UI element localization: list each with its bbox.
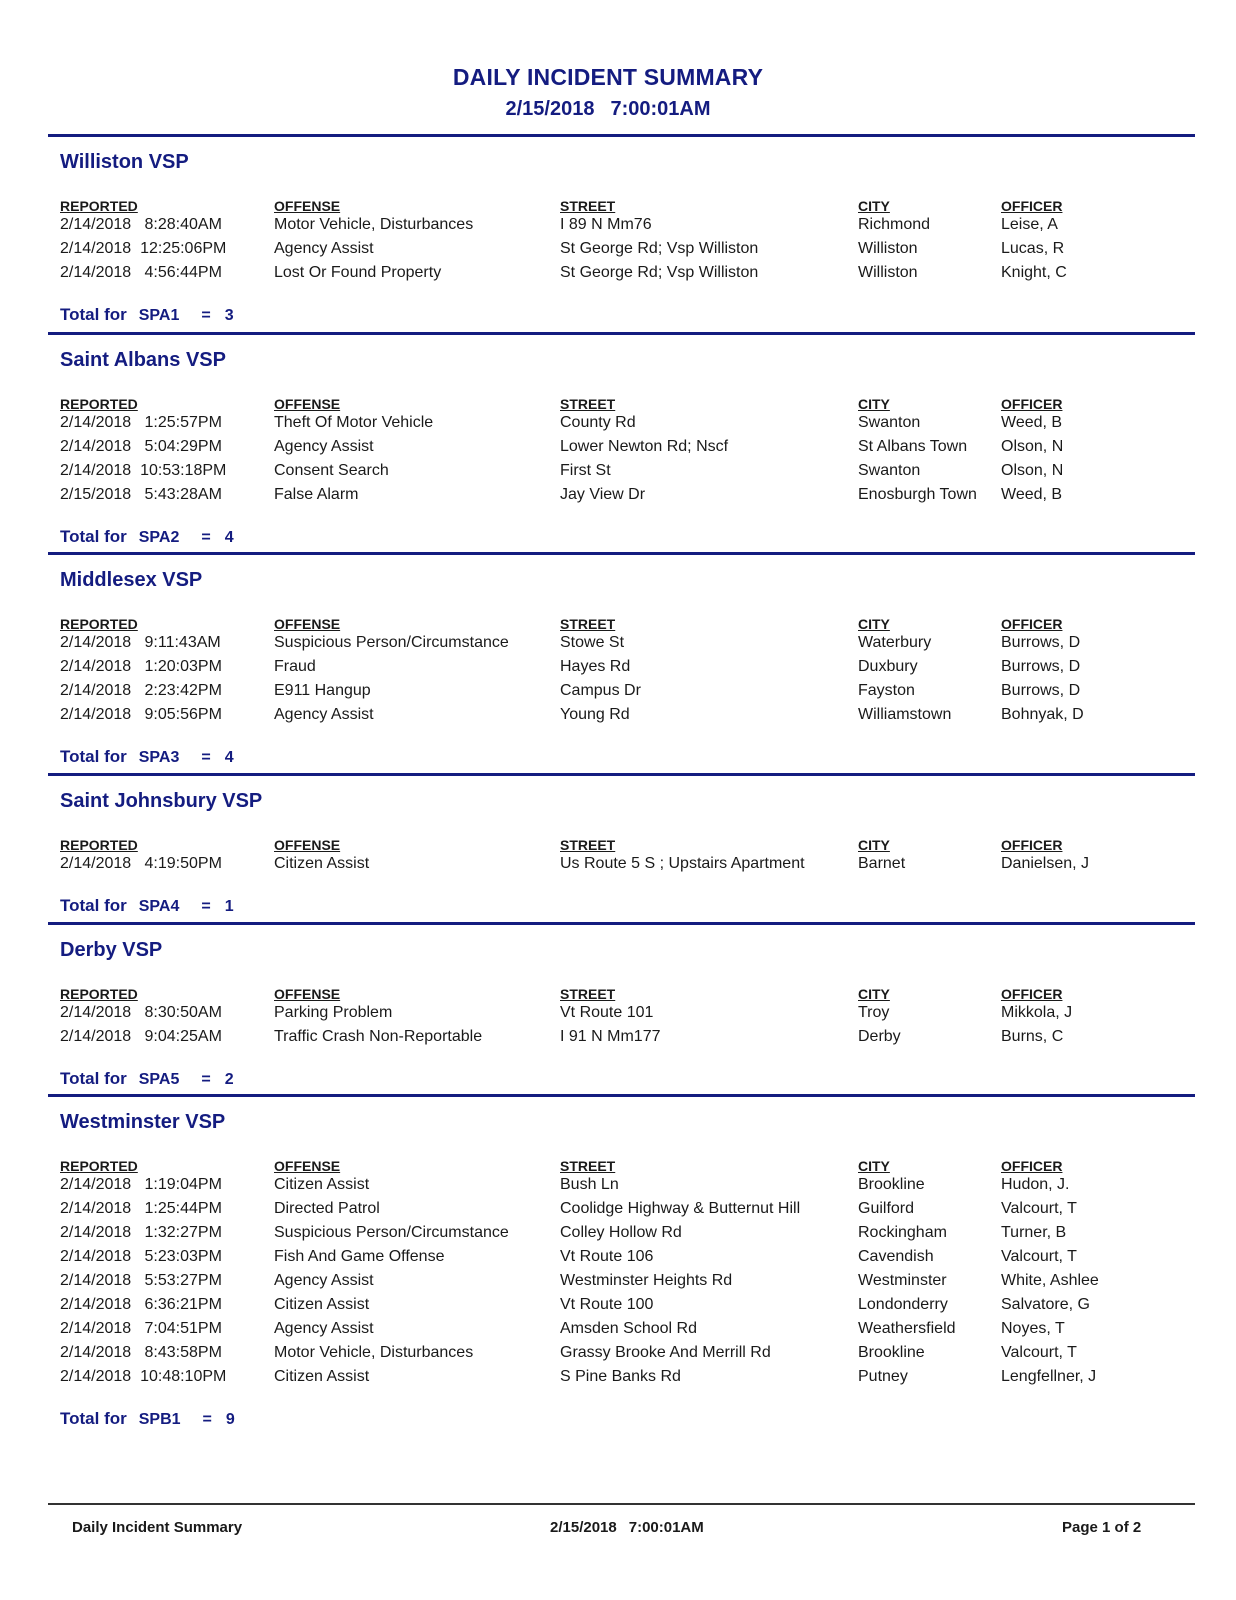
cell-offense: Motor Vehicle, Disturbances <box>274 1344 474 1361</box>
cell-reported: 2/14/2018 4:56:44PM <box>60 264 222 281</box>
column-header-city: CITY <box>858 837 890 853</box>
section-divider <box>48 1094 1195 1097</box>
cell-city: Rockingham <box>858 1224 947 1241</box>
section-total <box>60 305 234 326</box>
total-count: 4 <box>224 749 234 766</box>
cell-city: Fayston <box>858 682 915 699</box>
total-unit-code: SPA4 <box>138 898 180 915</box>
column-header-street: STREET <box>560 616 616 632</box>
cell-reported: 2/14/2018 5:23:03PM <box>60 1248 222 1265</box>
cell-city: Barnet <box>858 855 906 872</box>
total-count: 3 <box>224 307 234 324</box>
cell-offense: Theft Of Motor Vehicle <box>274 414 434 431</box>
cell-officer: Valcourt, T <box>1001 1248 1077 1265</box>
cell-city: Williston <box>858 264 918 281</box>
cell-street: Lower Newton Rd; Nscf <box>560 438 729 455</box>
footer-datetime <box>550 1518 704 1538</box>
section-total <box>60 747 234 768</box>
cell-offense: Citizen Assist <box>274 1296 370 1313</box>
cell-street: I 91 N Mm177 <box>560 1028 661 1045</box>
cell-city: Westminster <box>858 1272 947 1289</box>
cell-reported: 2/14/2018 4:19:50PM <box>60 855 222 872</box>
cell-reported: 2/14/2018 8:28:40AM <box>60 216 222 233</box>
cell-city: Troy <box>858 1004 890 1021</box>
cell-officer: White, Ashlee <box>1001 1272 1099 1289</box>
cell-reported: 2/14/2018 8:30:50AM <box>60 1004 222 1021</box>
cell-city: Swanton <box>858 414 921 431</box>
cell-reported: 2/14/2018 1:25:44PM <box>60 1200 222 1217</box>
section-divider <box>48 552 1195 555</box>
cell-officer: Hudon, J. <box>1001 1176 1070 1193</box>
cell-city: Brookline <box>858 1344 925 1361</box>
report-title: DAILY INCIDENT SUMMARY <box>452 64 764 90</box>
total-label: Total for <box>60 896 127 915</box>
total-unit-code: SPA3 <box>138 749 180 766</box>
cell-officer: Lucas, R <box>1001 240 1065 257</box>
cell-offense: E911 Hangup <box>274 682 371 699</box>
section-total <box>60 1069 234 1090</box>
footer-time: 7:00:01AM <box>628 1519 704 1536</box>
total-label: Total for <box>60 527 127 546</box>
cell-officer: Weed, B <box>1001 486 1063 503</box>
column-header-reported: REPORTED <box>60 396 138 412</box>
cell-officer: Olson, N <box>1001 438 1064 455</box>
cell-street: Coolidge Highway & Butternut Hill <box>560 1200 801 1217</box>
column-header-offense: OFFENSE <box>274 1158 341 1174</box>
total-label: Total for <box>60 305 127 324</box>
cell-reported: 2/14/2018 9:05:56PM <box>60 706 222 723</box>
cell-officer: Noyes, T <box>1001 1320 1065 1337</box>
cell-city: Derby <box>858 1028 901 1045</box>
column-header-street: STREET <box>560 1158 616 1174</box>
cell-city: Swanton <box>858 462 921 479</box>
section-divider <box>48 332 1195 335</box>
cell-street: Vt Route 101 <box>560 1004 654 1021</box>
total-label: Total for <box>60 747 127 766</box>
total-unit-code: SPB1 <box>138 1411 181 1428</box>
footer-date: 2/15/2018 <box>550 1519 617 1536</box>
cell-offense: Traffic Crash Non-Reportable <box>274 1028 483 1045</box>
total-count: 1 <box>224 898 234 915</box>
total-equals: = <box>201 898 211 915</box>
cell-reported: 2/14/2018 1:32:27PM <box>60 1224 222 1241</box>
cell-offense: Citizen Assist <box>274 1368 370 1385</box>
cell-reported: 2/14/2018 1:19:04PM <box>60 1176 222 1193</box>
cell-officer: Danielsen, J <box>1001 855 1090 872</box>
cell-offense: Agency Assist <box>274 240 374 257</box>
cell-officer: Salvatore, G <box>1001 1296 1090 1313</box>
cell-offense: Citizen Assist <box>274 1176 370 1193</box>
cell-offense: Citizen Assist <box>274 855 370 872</box>
cell-street: S Pine Banks Rd <box>560 1368 681 1385</box>
column-header-reported: REPORTED <box>60 616 138 632</box>
page-number: Page 1 of 2 <box>1062 1519 1142 1536</box>
section-title: Middlesex VSP <box>60 569 203 591</box>
cell-city: Williston <box>858 240 918 257</box>
column-header-offense: OFFENSE <box>274 198 341 214</box>
section-title: Derby VSP <box>60 939 163 961</box>
column-header-city: CITY <box>858 616 890 632</box>
cell-street: St George Rd; Vsp Williston <box>560 240 759 257</box>
cell-city: Waterbury <box>858 634 932 651</box>
total-equals: = <box>201 529 211 546</box>
cell-reported: 2/14/2018 5:53:27PM <box>60 1272 222 1289</box>
cell-city: Putney <box>858 1368 908 1385</box>
column-header-offense: OFFENSE <box>274 837 341 853</box>
cell-street: Young Rd <box>560 706 630 723</box>
column-header-street: STREET <box>560 986 616 1002</box>
total-equals: = <box>201 307 211 324</box>
cell-officer: Valcourt, T <box>1001 1344 1077 1361</box>
total-equals: = <box>201 1071 211 1088</box>
section-title: Williston VSP <box>60 151 189 173</box>
column-header-offense: OFFENSE <box>274 616 341 632</box>
total-equals: = <box>201 749 211 766</box>
total-count: 9 <box>225 1411 235 1428</box>
total-unit-code: SPA2 <box>138 529 180 546</box>
cell-offense: Agency Assist <box>274 1272 374 1289</box>
total-unit-code: SPA1 <box>138 307 180 324</box>
cell-officer: Mikkola, J <box>1001 1004 1073 1021</box>
footer-title: Daily Incident Summary <box>72 1519 243 1536</box>
cell-street: I 89 N Mm76 <box>560 216 652 233</box>
column-header-street: STREET <box>560 198 616 214</box>
cell-reported: 2/14/2018 10:48:10PM <box>60 1368 227 1385</box>
section-total <box>60 896 234 917</box>
column-header-city: CITY <box>858 396 890 412</box>
column-header-officer: OFFICER <box>1001 986 1063 1002</box>
cell-offense: Directed Patrol <box>274 1200 380 1217</box>
cell-reported: 2/14/2018 1:20:03PM <box>60 658 222 675</box>
cell-officer: Burrows, D <box>1001 658 1081 675</box>
cell-officer: Valcourt, T <box>1001 1200 1077 1217</box>
cell-reported: 2/14/2018 9:04:25AM <box>60 1028 222 1045</box>
cell-offense: Suspicious Person/Circumstance <box>274 1224 509 1241</box>
column-header-officer: OFFICER <box>1001 837 1063 853</box>
cell-street: County Rd <box>560 414 636 431</box>
total-label: Total for <box>60 1409 127 1428</box>
cell-reported: 2/14/2018 5:04:29PM <box>60 438 222 455</box>
section-total <box>60 1409 235 1430</box>
cell-street: Us Route 5 S ; Upstairs Apartment <box>560 855 805 872</box>
column-header-reported: REPORTED <box>60 1158 138 1174</box>
cell-officer: Turner, B <box>1001 1224 1067 1241</box>
cell-city: Guilford <box>858 1200 915 1217</box>
cell-street: First St <box>560 462 611 479</box>
section-title: Westminster VSP <box>60 1111 226 1133</box>
cell-offense: Agency Assist <box>274 706 374 723</box>
footer-divider <box>48 1503 1195 1505</box>
cell-city: Enosburgh Town <box>858 486 977 503</box>
cell-street: Amsden School Rd <box>560 1320 697 1337</box>
cell-street: Vt Route 100 <box>560 1296 654 1313</box>
section-divider <box>48 134 1195 137</box>
report-time: 7:00:01AM <box>610 98 711 120</box>
cell-street: Jay View Dr <box>560 486 646 503</box>
cell-street: Stowe St <box>560 634 625 651</box>
cell-offense: Parking Problem <box>274 1004 393 1021</box>
cell-street: Campus Dr <box>560 682 641 699</box>
total-count: 4 <box>224 529 234 546</box>
report-date: 2/15/2018 <box>505 98 595 120</box>
cell-city: Williamstown <box>858 706 952 723</box>
cell-officer: Olson, N <box>1001 462 1064 479</box>
cell-offense: Agency Assist <box>274 1320 374 1337</box>
cell-reported: 2/15/2018 5:43:28AM <box>60 486 222 503</box>
total-count: 2 <box>224 1071 234 1088</box>
report-header <box>0 62 1216 124</box>
total-unit-code: SPA5 <box>138 1071 180 1088</box>
cell-city: Duxbury <box>858 658 918 675</box>
column-header-officer: OFFICER <box>1001 1158 1063 1174</box>
cell-street: Grassy Brooke And Merrill Rd <box>560 1344 771 1361</box>
column-header-reported: REPORTED <box>60 986 138 1002</box>
cell-reported: 2/14/2018 9:11:43AM <box>60 634 221 651</box>
cell-city: Brookline <box>858 1176 925 1193</box>
section-total <box>60 527 234 548</box>
cell-offense: Fish And Game Offense <box>274 1248 445 1265</box>
cell-reported: 2/14/2018 7:04:51PM <box>60 1320 222 1337</box>
total-label: Total for <box>60 1069 127 1088</box>
cell-offense: Consent Search <box>274 462 389 479</box>
column-header-offense: OFFENSE <box>274 396 341 412</box>
cell-officer: Burns, C <box>1001 1028 1064 1045</box>
cell-city: Londonderry <box>858 1296 948 1313</box>
column-header-reported: REPORTED <box>60 837 138 853</box>
cell-offense: Motor Vehicle, Disturbances <box>274 216 474 233</box>
cell-offense: Agency Assist <box>274 438 374 455</box>
total-equals: = <box>202 1411 212 1428</box>
cell-officer: Burrows, D <box>1001 682 1081 699</box>
cell-offense: Suspicious Person/Circumstance <box>274 634 509 651</box>
cell-street: Bush Ln <box>560 1176 619 1193</box>
column-header-city: CITY <box>858 986 890 1002</box>
section-title: Saint Albans VSP <box>60 349 226 371</box>
cell-officer: Bohnyak, D <box>1001 706 1084 723</box>
column-header-city: CITY <box>858 1158 890 1174</box>
report-datetime <box>0 94 1216 124</box>
cell-reported: 2/14/2018 8:43:58PM <box>60 1344 222 1361</box>
cell-officer: Weed, B <box>1001 414 1063 431</box>
cell-city: St Albans Town <box>858 438 968 455</box>
cell-city: Cavendish <box>858 1248 934 1265</box>
cell-street: Hayes Rd <box>560 658 631 675</box>
cell-offense: Fraud <box>274 658 316 675</box>
column-header-officer: OFFICER <box>1001 616 1063 632</box>
cell-city: Richmond <box>858 216 931 233</box>
cell-reported: 2/14/2018 12:25:06PM <box>60 240 227 257</box>
column-header-offense: OFFENSE <box>274 986 341 1002</box>
cell-officer: Leise, A <box>1001 216 1058 233</box>
column-header-officer: OFFICER <box>1001 396 1063 412</box>
cell-officer: Burrows, D <box>1001 634 1081 651</box>
column-header-street: STREET <box>560 396 616 412</box>
cell-officer: Lengfellner, J <box>1001 1368 1097 1385</box>
cell-reported: 2/14/2018 10:53:18PM <box>60 462 227 479</box>
column-header-reported: REPORTED <box>60 198 138 214</box>
section-divider <box>48 922 1195 925</box>
column-header-street: STREET <box>560 837 616 853</box>
section-divider <box>48 773 1195 776</box>
cell-city: Weathersfield <box>858 1320 956 1337</box>
cell-street: Westminster Heights Rd <box>560 1272 733 1289</box>
cell-reported: 2/14/2018 6:36:21PM <box>60 1296 222 1313</box>
cell-officer: Knight, C <box>1001 264 1067 281</box>
cell-offense: False Alarm <box>274 486 359 503</box>
column-header-city: CITY <box>858 198 890 214</box>
cell-reported: 2/14/2018 1:25:57PM <box>60 414 222 431</box>
cell-street: Colley Hollow Rd <box>560 1224 682 1241</box>
column-header-officer: OFFICER <box>1001 198 1063 214</box>
cell-reported: 2/14/2018 2:23:42PM <box>60 682 222 699</box>
cell-offense: Lost Or Found Property <box>274 264 442 281</box>
cell-street: St George Rd; Vsp Williston <box>560 264 759 281</box>
cell-street: Vt Route 106 <box>560 1248 654 1265</box>
section-title: Saint Johnsbury VSP <box>60 790 263 812</box>
